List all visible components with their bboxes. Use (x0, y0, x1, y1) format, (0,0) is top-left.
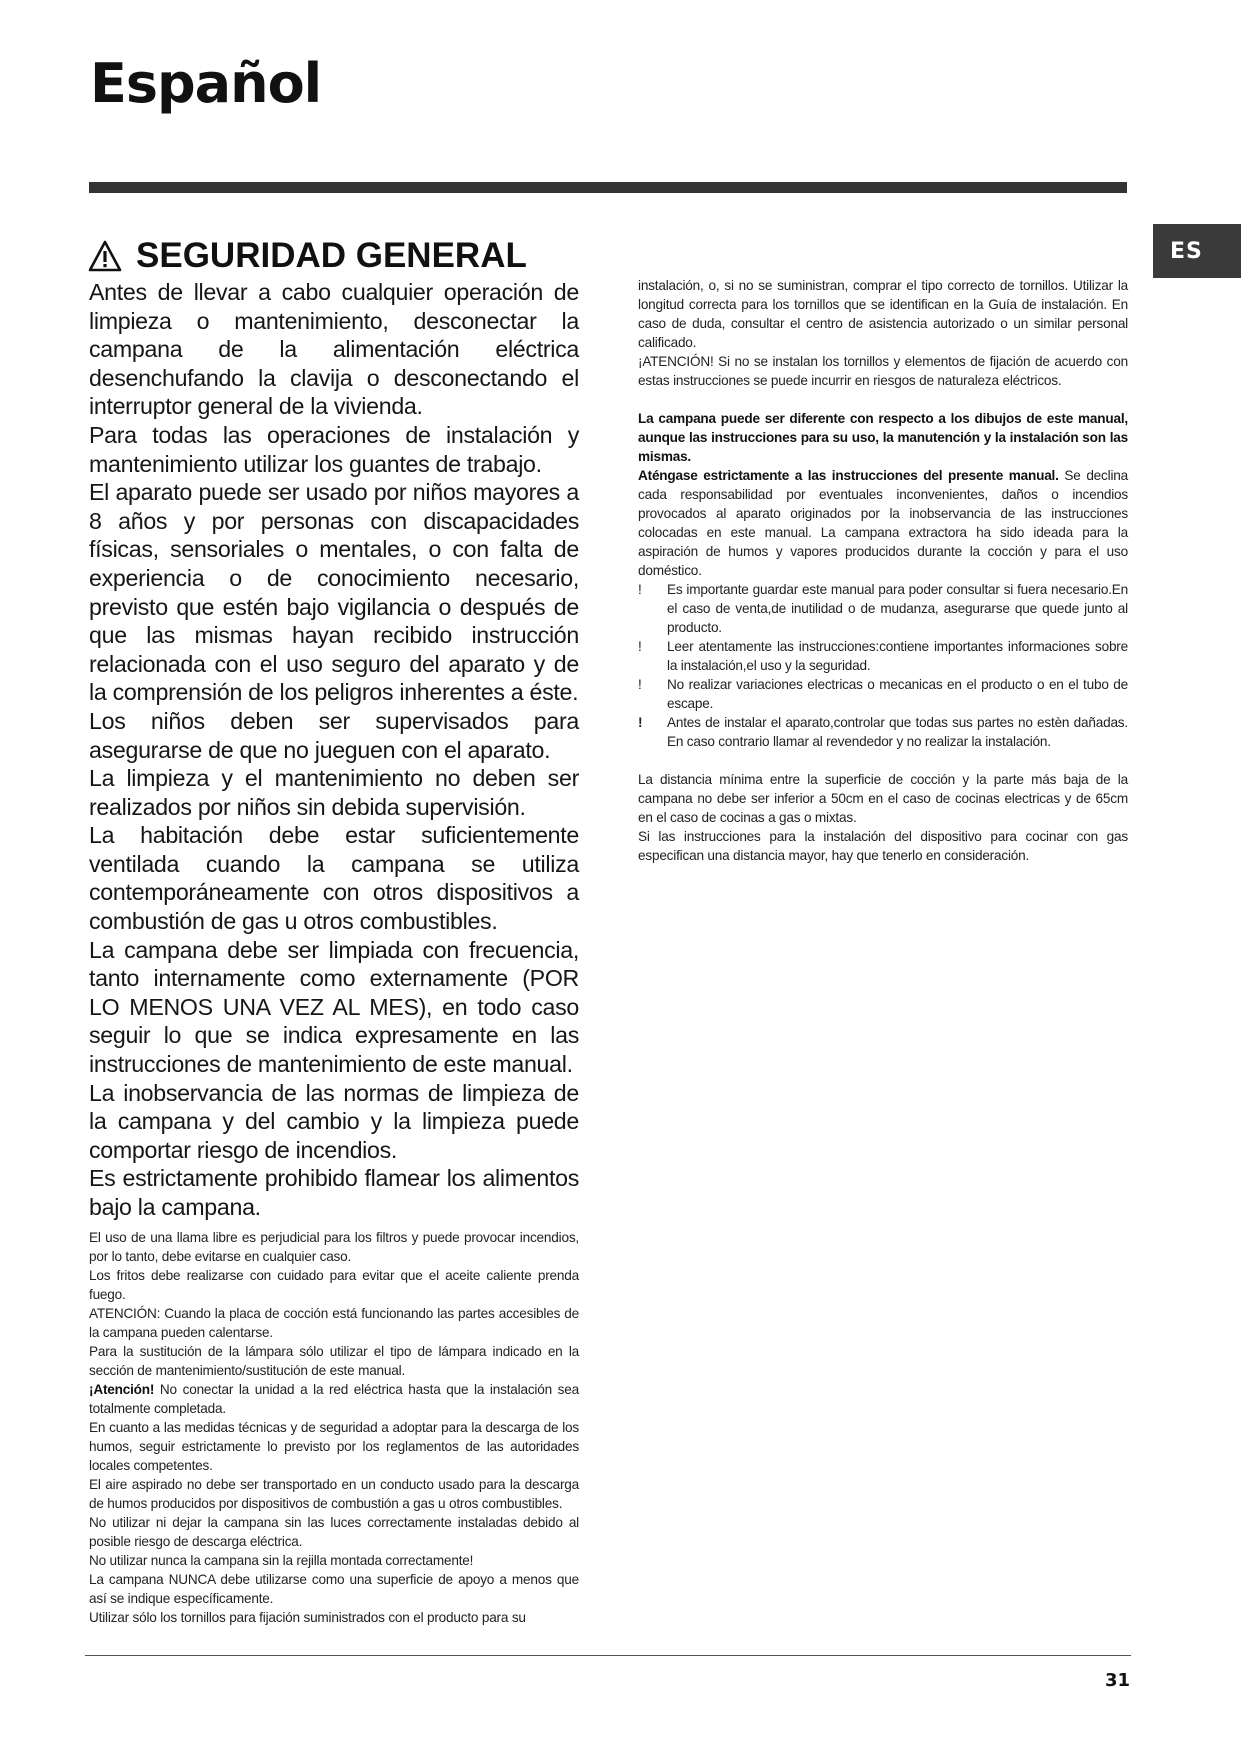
spacer (638, 751, 1128, 770)
paragraph-children-supervision: Los niños deben ser supervisados para asegurarse de que no jueguen con el aparato. (89, 707, 579, 763)
paragraph-lights: No utilizar ni dejar la campana sin las luces correctamente instaladas debido al posible riesgo de descarga eléctrica. (89, 1514, 579, 1549)
paragraph-children-use: El aparato puede ser usado por niños mayores a 8 años y por personas con discapacidades físicas, sensoriales o mentales, o con falta de experiencia o de conocimiento necesario, previsto que estén bajo vigilancia o después de que las mismas hayan recibido instrucción relacionada con el uso seguro del aparato y de la comprensión de los peligros inherentes a éste. (89, 479, 579, 706)
bullet-text: No realizar variaciones electricas o mecanicas en el producto o en el tubo de escape. (667, 677, 1128, 711)
bullet-mark: ! (638, 715, 643, 730)
paragraph-attention-connect (89, 1380, 579, 1418)
bullet-mark: ! (638, 677, 642, 692)
paragraph-lamp: Para la sustitución de la lámpara sólo utilizar el tipo de lámpara indicado en la sección de mantenimiento/sustitución de este manual. (89, 1343, 579, 1378)
paragraph-screws: Utilizar sólo los tornillos para fijación suministrados con el producto para su (89, 1609, 526, 1625)
paragraph-exhaust-duct: El aire aspirado no debe ser transportado en un conducto usado para la descarga de humos producidos por dispositivos de combustión a gas u otros combustibles. (89, 1476, 579, 1511)
right-column (638, 276, 1128, 865)
paragraph-cleaning-frequency: La campana debe ser limpiada con frecuencia, tanto internamente como externamente (POR LO MENOS UNA VEZ AL MES), en todo caso seguir lo que se indica expresamente en las instrucciones de mantenimiento de este manual. (89, 936, 579, 1078)
attention-text: No conectar la unidad a la red eléctrica hasta que la instalación sea totalmente completada. (89, 1381, 579, 1416)
large-paragraphs (89, 278, 579, 1222)
bullet-list (638, 580, 1128, 751)
paragraph-fire-risk: La inobservancia de las normas de limpieza de la campana y del cambio y la limpieza puede comportar riesgo de incendios. (89, 1079, 579, 1163)
paragraph-gas-distance: Si las instrucciones para la instalación del dispositivo para cocinar con gas especifican una distancia mayor, hay que tenerlo en consideración. (638, 829, 1128, 863)
manual-instructions-text: Se declina cada responsabilidad por eventuales inconvenientes, daños o incendios provocados al aparato originados por la inobservancia de las instrucciones colocadas en este manual. La campana extractora ha sido ideada para la aspiración de humos y vapores producidos durante la cocción y para el uso doméstico. (638, 468, 1128, 578)
small-paragraphs (89, 1228, 579, 1627)
paragraph-min-distance: La distancia mínima entre la superficie de cocción y la parte más baja de la campana no debe ser inferior a 50cm en el caso de cocinas electricas y de 65cm en el caso de cocinas a gas o mixtas. (638, 772, 1128, 825)
language-tab (1153, 224, 1241, 278)
list-item (638, 637, 1128, 675)
paragraph-frying: Los fritos debe realizarse con cuidado para evitar que el aceite caliente prenda fuego. (89, 1267, 579, 1302)
paragraph-open-flame: El uso de una llama libre es perjudicial para los filtros y puede provocar incendios, por lo tanto, debe evitarse en cualquier caso. (89, 1229, 579, 1264)
section-heading (88, 236, 527, 276)
paragraph-gloves: Para todas las operaciones de instalación y mantenimiento utilizar los guantes de trabajo. (89, 421, 579, 477)
drawings-differ-text: La campana puede ser diferente con respecto a los dibujos de este manual, aunque las instrucciones para su uso, la manutención y la instalación son las mismas. (638, 411, 1128, 464)
paragraph-hot-parts: ATENCIÓN: Cuando la placa de cocción está funcionando las partes accesibles de la campana pueden calentarse. (89, 1305, 579, 1340)
paragraph-flambe: Es estrictamente prohibido flamear los alimentos bajo la campana. (89, 1165, 579, 1220)
list-item (638, 580, 1128, 637)
footer-rule (85, 1655, 1131, 1656)
list-item (638, 713, 1128, 751)
bullet-text: Leer atentamente las instrucciones:contiene importantes informaciones sobre la instalación,el uso y la seguridad. (667, 639, 1128, 673)
language-title: Español (90, 52, 322, 115)
paragraph-fume-regulations: En cuanto a las medidas técnicas y de seguridad a adoptar para la descarga de los humos, seguir estrictamente lo previsto por los reglamentos de las autoridades locales competentes. (89, 1419, 579, 1473)
warning-triangle-icon (88, 240, 122, 272)
page-number: 31 (1105, 1670, 1131, 1691)
paragraph-ventilation: La habitación debe estar suficientemente ventilada cuando la campana se utiliza contemporáneamente con otros dispositivos a combustión de gas u otros combustibles. (89, 822, 579, 935)
paragraph-support-surface: La campana NUNCA debe utilizarse como una superficie de apoyo a menos que así se indique específicamente. (89, 1571, 579, 1606)
paragraph-drawings-differ (638, 409, 1128, 466)
manual-instructions-label: Aténgase estrictamente a las instrucciones del presente manual. (638, 468, 1059, 483)
bullet-mark: ! (638, 639, 642, 654)
header-rule (89, 182, 1127, 193)
paragraph-attention-screws: ¡ATENCIÓN! Si no se instalan los tornillos y elementos de fijación de acuerdo con estas instrucciones se puede incurrir en riesgos de naturaleza eléctricos. (638, 354, 1128, 388)
bullet-mark: ! (638, 582, 642, 597)
bullet-text: Antes de instalar el aparato,controlar que todas sus partes no estèn dañadas. En caso contrario llamar al revendedor y no realizar la instalación. (667, 715, 1128, 749)
left-column (89, 278, 579, 1627)
paragraph-screws-continued: instalación, o, si no se suministran, comprar el tipo correcto de tornillos. Utilizar la longitud correcta para los tornillos que se identifican en la Guía de instalación. En caso de duda, consultar el centro de asistencia autorizado o un similar personal calificado. (638, 278, 1128, 350)
paragraph-manual-instructions (638, 466, 1128, 580)
section-title: SEGURIDAD GENERAL (136, 236, 527, 275)
list-item (638, 675, 1128, 713)
paragraph-disconnect: Antes de llevar a cabo cualquier operación de limpieza o mantenimiento, desconectar la campana de la alimentación eléctrica desenchufando la clavija o desconectando el interruptor general de la vivienda. (89, 279, 579, 420)
paragraph-cleaning-children: La limpieza y el mantenimiento no deben ser realizados por niños sin debida supervisión. (89, 765, 579, 820)
attention-label: ¡Atención! (89, 1381, 155, 1397)
bullet-text: Es importante guardar este manual para poder consultar si fuera necesario.En el caso de venta,de inutilidad o de mudanza, asegurarse que quede junto al producto. (667, 582, 1128, 635)
paragraph-grille: No utilizar nunca la campana sin la rejilla montada correctamente! (89, 1552, 474, 1568)
language-tab-label: ES (1170, 238, 1203, 264)
spacer (638, 390, 1128, 409)
